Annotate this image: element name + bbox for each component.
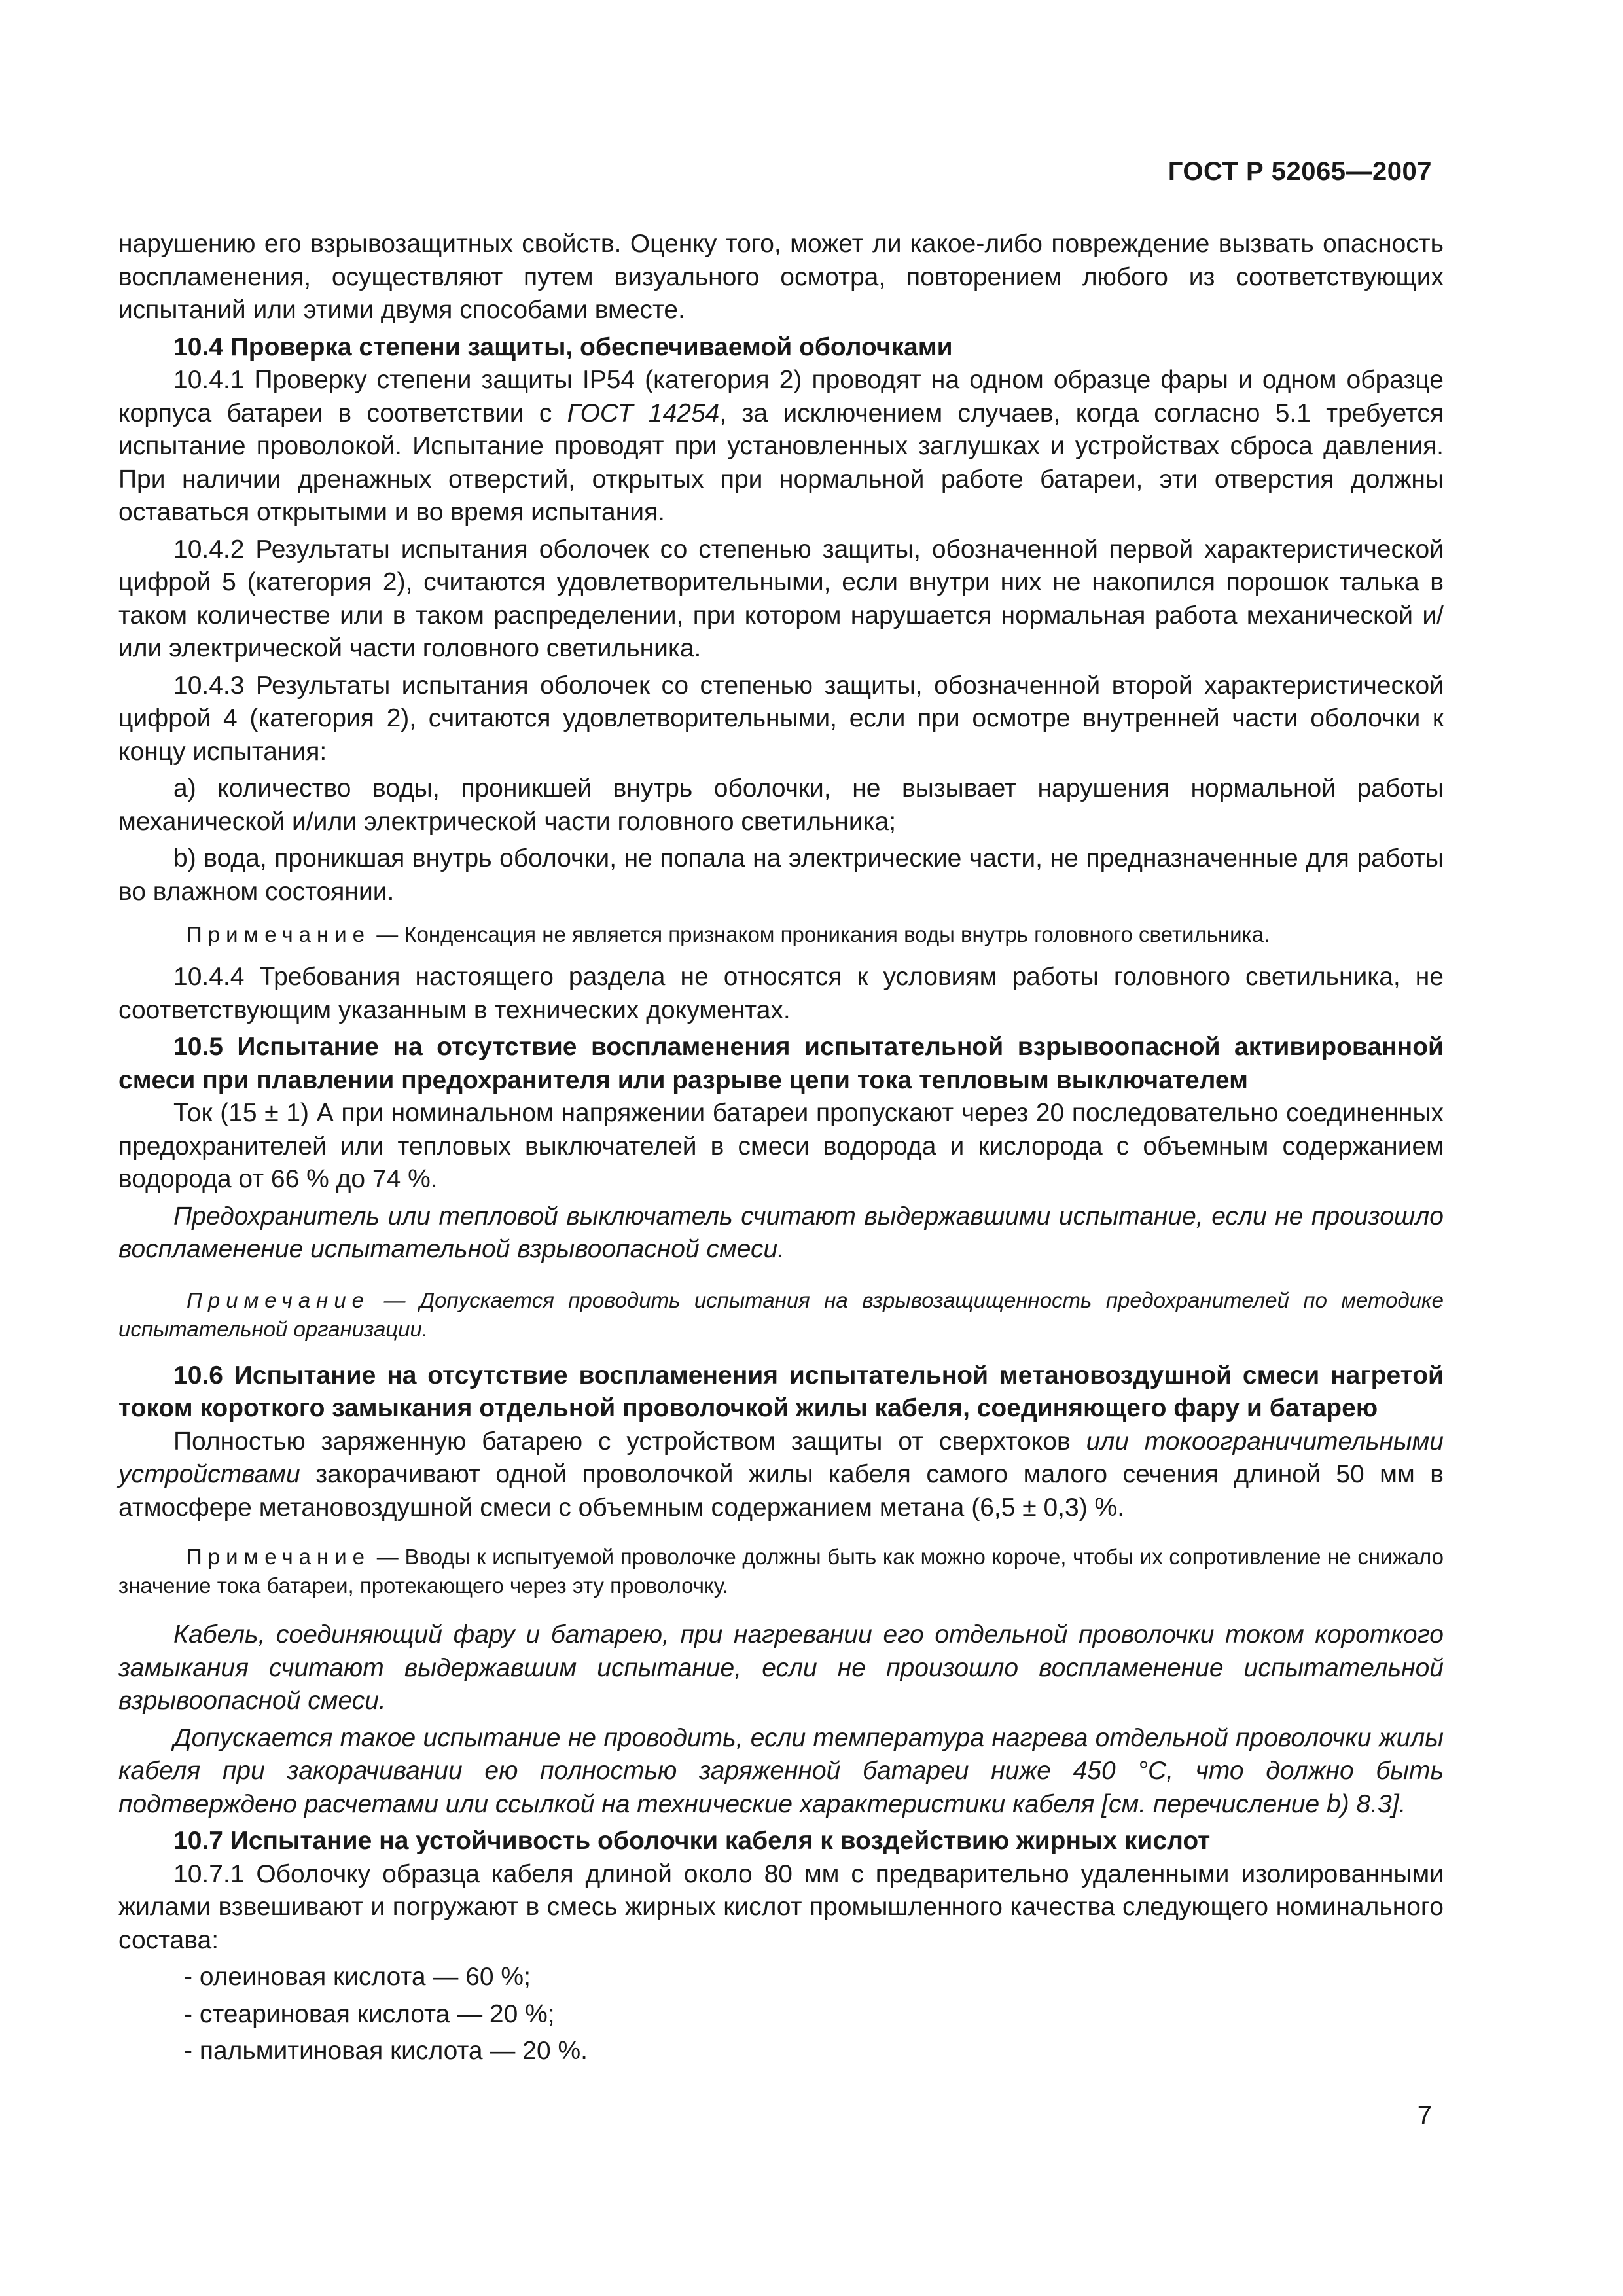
paragraph-10-6-3: Допускается такое испытание не проводить, если температура нагрева отдельной проволочки жилы кабеля при закорачивании ею полностью заряженной батареи ниже 450 °С, что должно быть подтверждено расчетами или ссылкой на технические характеристики кабеля [см. перечисление b) 8.3]. bbox=[118, 1723, 1444, 1818]
paragraph-10-5-2: Предохранитель или тепловой выключатель считают выдержавшими испытание, если не произошло воспламенение испытательной взрывоопасной смеси. bbox=[118, 1202, 1444, 1263]
paragraph-10-4-3: 10.4.3 Результаты испытания оболочек со степенью защиты, обозначенной второй характеристической цифрой 4 (категория 2), считаются удовлетворительными, если при осмотре внутренней части оболочки к концу испытания: bbox=[118, 671, 1444, 766]
note-label: Примечание bbox=[187, 1545, 371, 1569]
acid-list-item: - олеиновая кислота — 60 %; bbox=[184, 1963, 531, 1991]
standard-reference: ГОСТ 14254 bbox=[567, 399, 720, 427]
paragraph-10-4-1 bbox=[118, 364, 1444, 529]
note-label: Примечание bbox=[187, 1287, 370, 1312]
note-text: — Вводы к испытуемой проволочке должны быть как можно короче, чтобы их сопротивление не снижало значение тока батареи, протекающего через эту проволочку. bbox=[118, 1545, 1444, 1598]
page-number: 7 bbox=[1417, 2101, 1432, 2130]
section-heading-10-5: 10.5 Испытание на отсутствие воспламенения испытательной взрывоопасной активированной смеси при плавлении предохранителя или разрыве цепи тока тепловым выключателем bbox=[118, 1033, 1444, 1094]
acid-list-item: - пальмитиновая кислота — 20 %. bbox=[184, 2037, 588, 2065]
paragraph-10-7-1: 10.7.1 Оболочку образца кабеля длиной около 80 мм с предварительно удаленными изолированными жилами взвешивают и погружают в смесь жирных кислот промышленного качества следующего номинального состава: bbox=[118, 1859, 1444, 1954]
paragraph-10-6-1 bbox=[118, 1426, 1444, 1525]
list-item-a: a) количество воды, проникшей внутрь оболочки, не вызывает нарушения нормальной работы механической и/или электрической части головного светильника; bbox=[118, 774, 1444, 836]
paragraph-10-6-2: Кабель, соединяющий фару и батарею, при нагревании его отдельной проволочки током короткого замыкания считают выдержавшим испытание, если не произошло воспламенение испытательной взрывоопасной смеси. bbox=[118, 1621, 1444, 1715]
paragraph-intro: нарушению его взрывозащитных свойств. Оценку того, может ли какое-либо повреждение вызвать опасность воспламенения, осуществляют путем визуального осмотра, повторением любого из соответствующих испытаний или этими двумя способами вместе. bbox=[118, 230, 1444, 324]
paragraph-10-6-1-part1: Полностью заряженную батарею с устройством защиты от сверхтоков bbox=[173, 1427, 1086, 1456]
note-text: — Конденсация не является признаком проникания воды внутрь головного светильника. bbox=[376, 922, 1270, 946]
note-1 bbox=[118, 920, 1444, 949]
paragraph-10-4-4: 10.4.4 Требования настоящего раздела не относятся к условиям работы головного светильника, не соответствующим указанным в технических документах. bbox=[118, 963, 1444, 1024]
paragraph-10-6-1-italic: или токоограничительными устройствами bbox=[118, 1427, 1444, 1488]
section-heading-10-6: 10.6 Испытание на отсутствие воспламенения испытательной метановоздушной смеси нагретой током короткого замыкания отдельной проволочкой жилы кабеля, соединяющего фару и батарею bbox=[118, 1361, 1444, 1422]
paragraph-10-4-1-part1: 10.4.1 Проверку степени защиты IP54 (категория 2) проводят на одном образце фары и одном образце корпуса батареи в соответствии с bbox=[118, 366, 1444, 427]
note-label: Примечание bbox=[187, 922, 371, 946]
document-body bbox=[118, 228, 1444, 2068]
paragraph-10-5-1: Ток (15 ± 1) А при номинальном напряжении батареи пропускают через 20 последовательно соединенных предохранителей или тепловых выключателей в смеси водорода и кислорода с объемным содержанием водорода от 66 % до 74 %. bbox=[118, 1099, 1444, 1193]
paragraph-10-6-1-part2: закорачивают одной проволочкой жилы кабеля самого малого сечения длиной 50 мм в атмосфере метановоздушной смеси с объемным содержанием метана (6,5 ± 0,3) %. bbox=[118, 1460, 1444, 1522]
document-code-header: ГОСТ Р 52065—2007 bbox=[1168, 157, 1432, 186]
paragraph-10-4-2: 10.4.2 Результаты испытания оболочек со степенью защиты, обозначенной первой характеристической цифрой 5 (категория 2), считаются удовлетворительными, если внутри них не накопился порошок талька в таком количестве или в таком распределении, при котором нарушается нормальная работа механической и/или электрической части головного светильника. bbox=[118, 535, 1444, 662]
note-text: — Допускается проводить испытания на взрывозащищенность предохранителей по методике испытательной организации. bbox=[118, 1287, 1444, 1341]
paragraph-10-4-1-part2: , за исключением случаев, когда согласно 5.1 требуется испытание проволокой. Испытание проводят при установленных заглушках и устройствах сброса давления. При наличии дренажных отверстий, открытых при нормальной работе батареи, эти отверстия должны оставаться открытыми и во время испытания. bbox=[118, 399, 1444, 526]
acid-list-item: - стеариновая кислота — 20 %; bbox=[184, 2000, 555, 2028]
section-heading-10-7: 10.7 Испытание на устойчивость оболочки кабеля к воздействию жирных кислот bbox=[173, 1827, 1211, 1855]
section-heading-10-4: 10.4 Проверка степени защиты, обеспечиваемой оболочками bbox=[173, 332, 953, 361]
note-3 bbox=[118, 1543, 1444, 1600]
list-item-b: b) вода, проникшая внутрь оболочки, не попала на электрические части, не предназначенные для работы во влажном состоянии. bbox=[118, 844, 1444, 906]
note-2 bbox=[118, 1286, 1444, 1344]
